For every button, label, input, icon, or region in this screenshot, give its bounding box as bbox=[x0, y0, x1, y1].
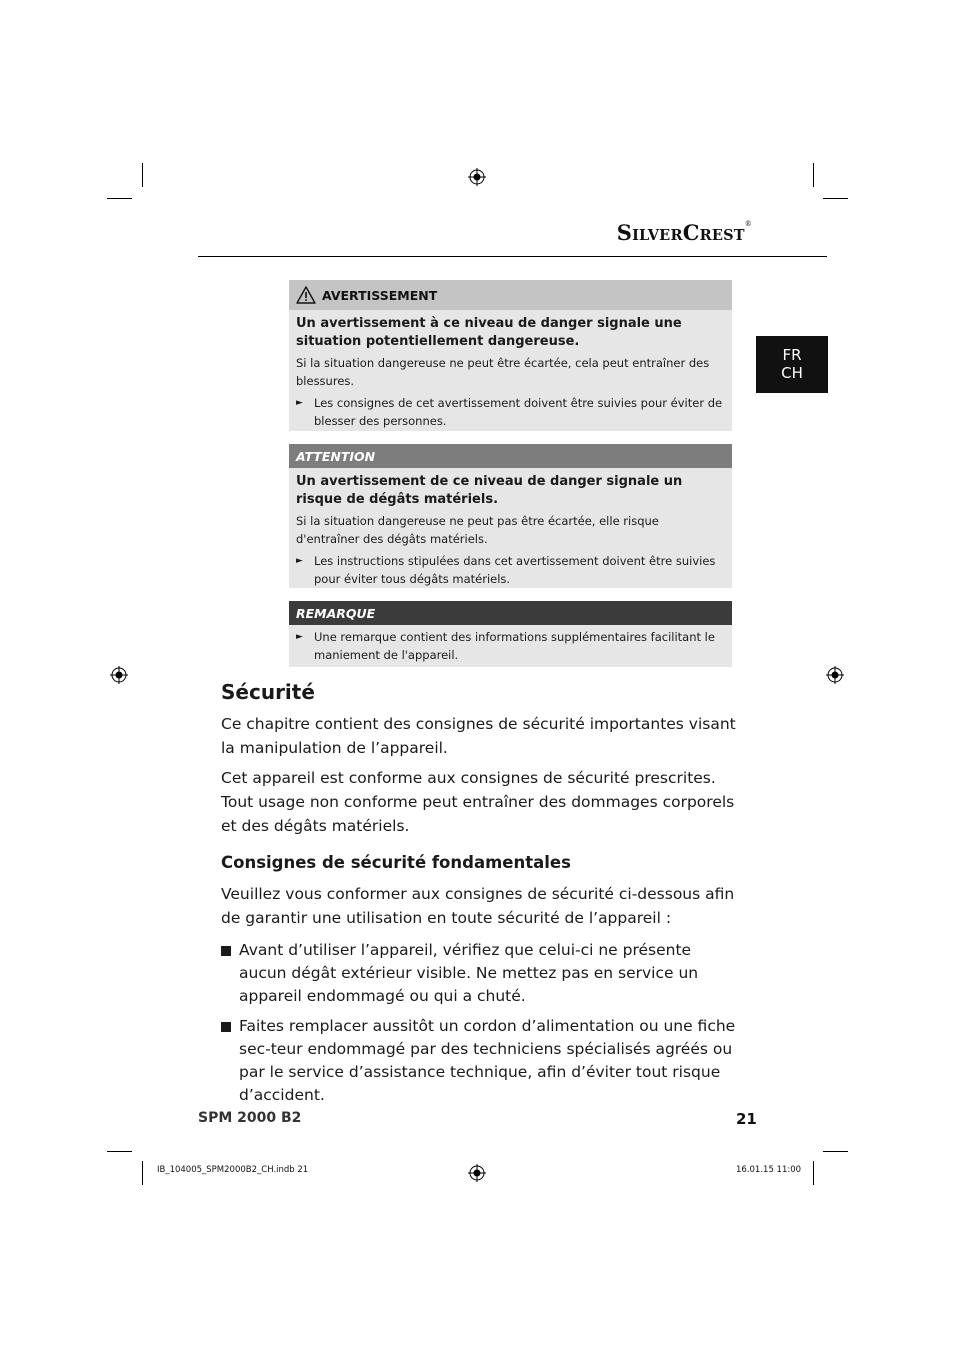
arrow-bullet-icon: ► bbox=[296, 556, 303, 566]
attention-box-bold-text: Un avertissement de ce niveau de danger signale un risque de dégâts matériels. bbox=[296, 474, 683, 507]
crop-mark bbox=[813, 1161, 814, 1185]
warning-box-bullet bbox=[296, 394, 725, 430]
crop-mark bbox=[813, 163, 814, 187]
arrow-bullet-icon: ► bbox=[296, 398, 303, 408]
subsection-title: Consignes de sécurité fondamentales bbox=[221, 853, 571, 872]
warning-triangle-icon bbox=[296, 286, 316, 304]
language-code: FR bbox=[782, 346, 802, 364]
crop-mark bbox=[823, 1151, 848, 1152]
square-bullet-icon bbox=[221, 1015, 239, 1107]
brand-logo: SILVERCREST® bbox=[616, 220, 752, 245]
print-slug-file: IB_104005_SPM2000B2_CH.indb 21 bbox=[157, 1165, 309, 1175]
warning-box-text: Si la situation dangereuse ne peut être écartée, cela peut entraîner des blessures. bbox=[296, 356, 710, 388]
registration-mark-icon bbox=[468, 168, 486, 186]
warning-box-title: AVERTISSEMENT bbox=[322, 287, 438, 303]
language-tab bbox=[756, 336, 828, 393]
attention-box-header bbox=[289, 444, 732, 468]
crop-mark bbox=[142, 163, 143, 187]
list-item-text: Avant d’utiliser l’appareil, vérifiez que celui-ci ne présente aucun dégât extérieur visible. Ne mettez pas en service un appareil endommagé ou qui a chuté. bbox=[239, 941, 699, 1005]
list-item bbox=[221, 939, 741, 1008]
warning-box bbox=[289, 280, 732, 431]
warning-box-bullet-text: Les consignes de cet avertissement doivent être suivies pour éviter de blesser des personnes. bbox=[314, 396, 723, 428]
list-item bbox=[221, 1015, 741, 1107]
attention-box-bullet-text: Les instructions stipulées dans cet avertissement doivent être suivies pour éviter tous dégâts matériels. bbox=[314, 554, 716, 586]
attention-box-title: ATTENTION bbox=[296, 448, 376, 464]
registration-mark-icon bbox=[110, 666, 128, 684]
crop-mark bbox=[142, 1161, 143, 1185]
remarque-box-bullet bbox=[296, 628, 725, 664]
instructions-paragraph: Veuillez vous conformer aux consignes de sécurité ci-dessous afin de garantir une utilisation en toute sécurité de l’appareil : bbox=[221, 885, 735, 927]
intro-paragraph: Ce chapitre contient des consignes de sécurité importantes visant la manipulation de l’appareil. bbox=[221, 715, 736, 757]
crop-mark bbox=[107, 1151, 132, 1152]
page-number: 21 bbox=[736, 1110, 757, 1128]
remarque-box-title: REMARQUE bbox=[296, 605, 376, 621]
crop-mark bbox=[823, 198, 848, 199]
attention-box-bullet bbox=[296, 552, 725, 588]
crop-mark bbox=[107, 198, 132, 199]
section-title: Sécurité bbox=[221, 680, 315, 704]
remarque-box bbox=[289, 601, 732, 667]
arrow-bullet-icon: ► bbox=[296, 632, 303, 642]
registration-mark-icon bbox=[468, 1164, 486, 1182]
remarque-box-header bbox=[289, 601, 732, 625]
list-item-text: Faites remplacer aussitôt un cordon d’alimentation ou une fiche sec-teur endommagé par des techniciens spécialisés agréés ou par le service d’assistance technique, afin d’éviter tout risque d’accident. bbox=[239, 1017, 736, 1104]
attention-box bbox=[289, 444, 732, 588]
print-slug-date: 16.01.15 11:00 bbox=[736, 1165, 802, 1175]
header-rule bbox=[198, 256, 827, 257]
registration-mark-icon bbox=[826, 666, 844, 684]
remarque-box-bullet-text: Une remarque contient des informations supplémentaires facilitant le maniement de l'appareil. bbox=[314, 630, 715, 662]
model-number: SPM 2000 B2 bbox=[198, 1110, 302, 1126]
country-code: CH bbox=[781, 364, 803, 382]
conformity-paragraph: Cet appareil est conforme aux consignes de sécurité prescrites. Tout usage non conforme peut entraîner des dommages corporels et des dégâts matériels. bbox=[221, 769, 735, 835]
square-bullet-icon bbox=[221, 939, 239, 1008]
attention-box-text: Si la situation dangereuse ne peut pas être écartée, elle risque d'entraîner des dégâts matériels. bbox=[296, 514, 659, 546]
warning-box-header bbox=[289, 280, 732, 310]
warning-box-bold-text: Un avertissement à ce niveau de danger signale une situation potentiellement dangereuse. bbox=[296, 316, 682, 349]
